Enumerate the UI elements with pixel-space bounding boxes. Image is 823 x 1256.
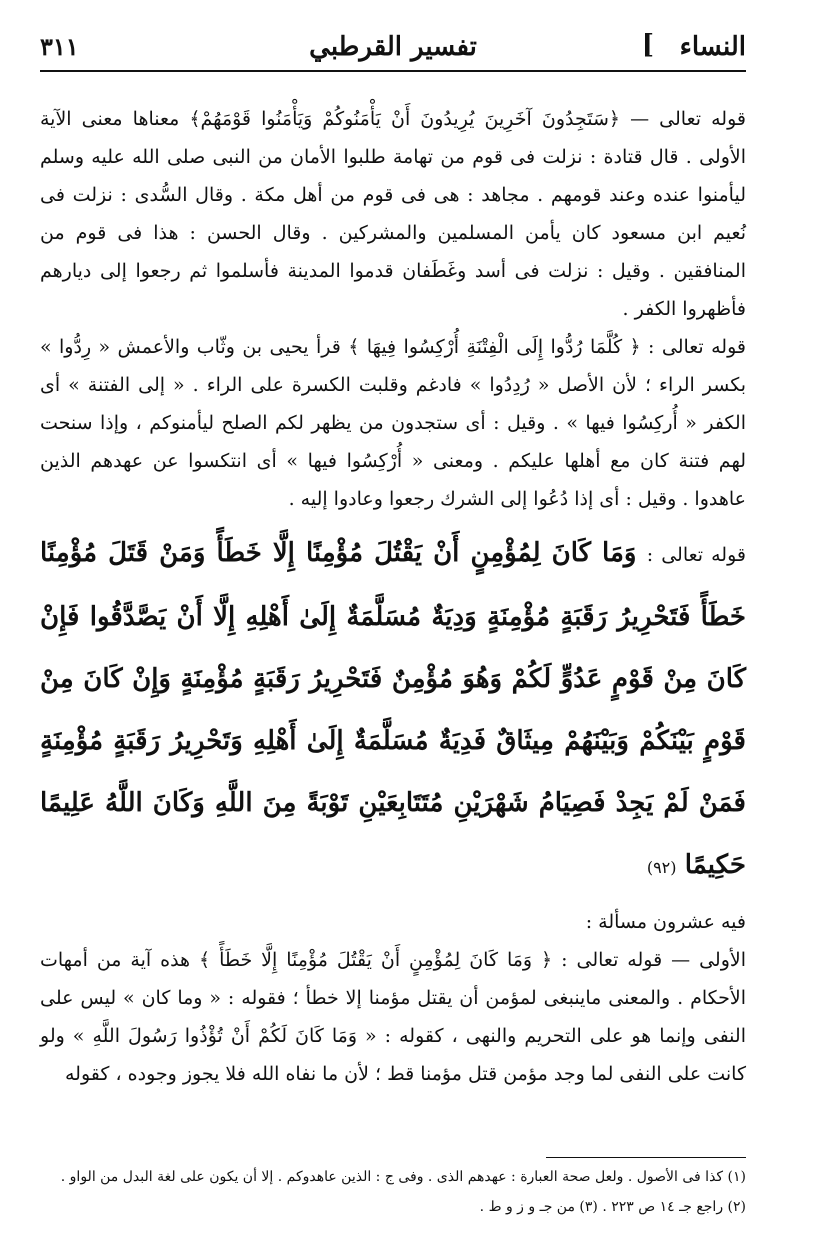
paragraph-commentary-1: قوله تعالى — ﴿سَتَجِدُونَ آخَرِينَ يُرِيدُونَ أَنْ يَأْمَنُوكُمْ وَيَأْمَنُوا قَوْمَهُمْ﴾ معناها معنى الآية الأولى . قال قتادة : نزلت فى قوم من تهامة طلبوا الأمان من النبى صلى الله عليه وسلم ليأمنوا عنده وعند قومهم . مجاهد : هى فى قوم من أهل مكة . وقال السُّدى : نزلت فى نُعيم ابن مسعود كان يأمن المسلمين والمشركين . وقال الحسن : هذا فى قوم من المنافقين . وقيل : نزلت فى أسد وغَطَفان قدموا المدينة فأسلموا ثم رجعوا إلى ديارهم فأظهروا الكفر . — [40, 108, 746, 320]
book-title: تفسير القرطبي — [309, 32, 477, 62]
footnote-2-3: (٢) راجع جـ ١٤ ص ٢٢٣ . (٣) من جـ و ز و ط . — [479, 1199, 746, 1215]
footnotes — [40, 1157, 746, 1222]
verse-text: وَمَا كَانَ لِمُؤْمِنٍ أَنْ يَقْتُلَ مُؤْمِنًا إِلَّا خَطَأً وَمَنْ قَتَلَ مُؤْمِنًا خَطَأً فَتَحْرِيرُ رَقَبَةٍ مُؤْمِنَةٍ وَدِيَةٌ مُسَلَّمَةٌ إِلَىٰ أَهْلِهِ إِلَّا أَنْ يَصَّدَّقُوا فَإِنْ كَانَ مِنْ قَوْمٍ عَدُوٍّ لَكُمْ وَهُوَ مُؤْمِنٌ فَتَحْرِيرُ رَقَبَةٍ مُؤْمِنَةٍ وَإِنْ كَانَ مِنْ قَوْمٍ بَيْنَكُمْ وَبَيْنَهُمْ مِيثَاقٌ فَدِيَةٌ مُسَلَّمَةٌ إِلَىٰ أَهْلِهِ وَتَحْرِيرُ رَقَبَةٍ مُؤْمِنَةٍ فَمَنْ لَمْ يَجِدْ فَصِيَامُ شَهْرَيْنِ مُتَتَابِعَيْنِ تَوْبَةً مِنَ اللَّهِ وَكَانَ اللَّهُ عَلِيمًا حَكِيمًا — [40, 538, 746, 880]
page-number: ٣١١ — [40, 32, 79, 61]
quran-verse-block — [40, 522, 746, 899]
footnote-1: (١) كذا فى الأصول . ولعل صحة العبارة : عهدهم الذى . وفى ج : الذين عاهدوكم . إلا أن يكون على لغة البدل من الواو . — [60, 1169, 746, 1185]
section-intro: فيه عشرون مسألة : — [585, 911, 746, 933]
footnote-divider — [546, 1157, 746, 1158]
paragraph-first-issue: الأولى — قوله تعالى : ﴿ وَمَا كَانَ لِمُؤْمِنٍ أَنْ يَقْتُلَ مُؤْمِنًا إِلَّا خَطَأً ﴾ هذه آية من أمهات الأحكام . والمعنى ماينبغى لمؤمن أن يقتل مؤمنا إلا خطأ ؛ فقوله : « وما كان » ليس على النفى وإنما هو على التحريم والنهى ، كقوله : « وَمَا كَانَ لَكُمْ أَنْ تُؤْذُوا رَسُولَ اللَّهِ » ولو كانت على النفى لما وجد مؤمن قتل مؤمنا قط ؛ لأن ما نفاه الله فلا يجوز وجوده ، كقوله — [40, 949, 746, 1085]
surah-name: النساء — [679, 32, 746, 62]
paragraph-commentary-2: قوله تعالى : ﴿ كُلَّمَا رُدُّوا إِلَى الْفِتْنَةِ أُرْكِسُوا فِيهَا ﴾ قرأ يحيى بن وثّاب والأعمش « رِدُّوا » بكسر الراء ؛ لأن الأصل « رُدِدُوا » فادغم وقلبت الكسرة على الراء . « إلى الفتنة » أى الكفر « أُركِسُوا فيها » . وقيل : أى ستجدون من يظهر لكم الصلح ليأمنوكم ، وإذا سنحت لهم فتنة كان مع أهلها عليكم . ومعنى « أُرْكِسُوا فيها » أى انتكسوا عن عهدهم الذين عاهدوا . وقيل : أى إذا دُعُوا إلى الشرك رجعوا وعادوا إليه . — [40, 336, 746, 510]
verse-lead: قوله تعالى : — [646, 544, 746, 566]
page-header — [40, 26, 746, 72]
ayah-number: (٩٢) — [646, 858, 677, 877]
book-page — [40, 26, 746, 1236]
header-bracket: ] — [641, 30, 654, 60]
